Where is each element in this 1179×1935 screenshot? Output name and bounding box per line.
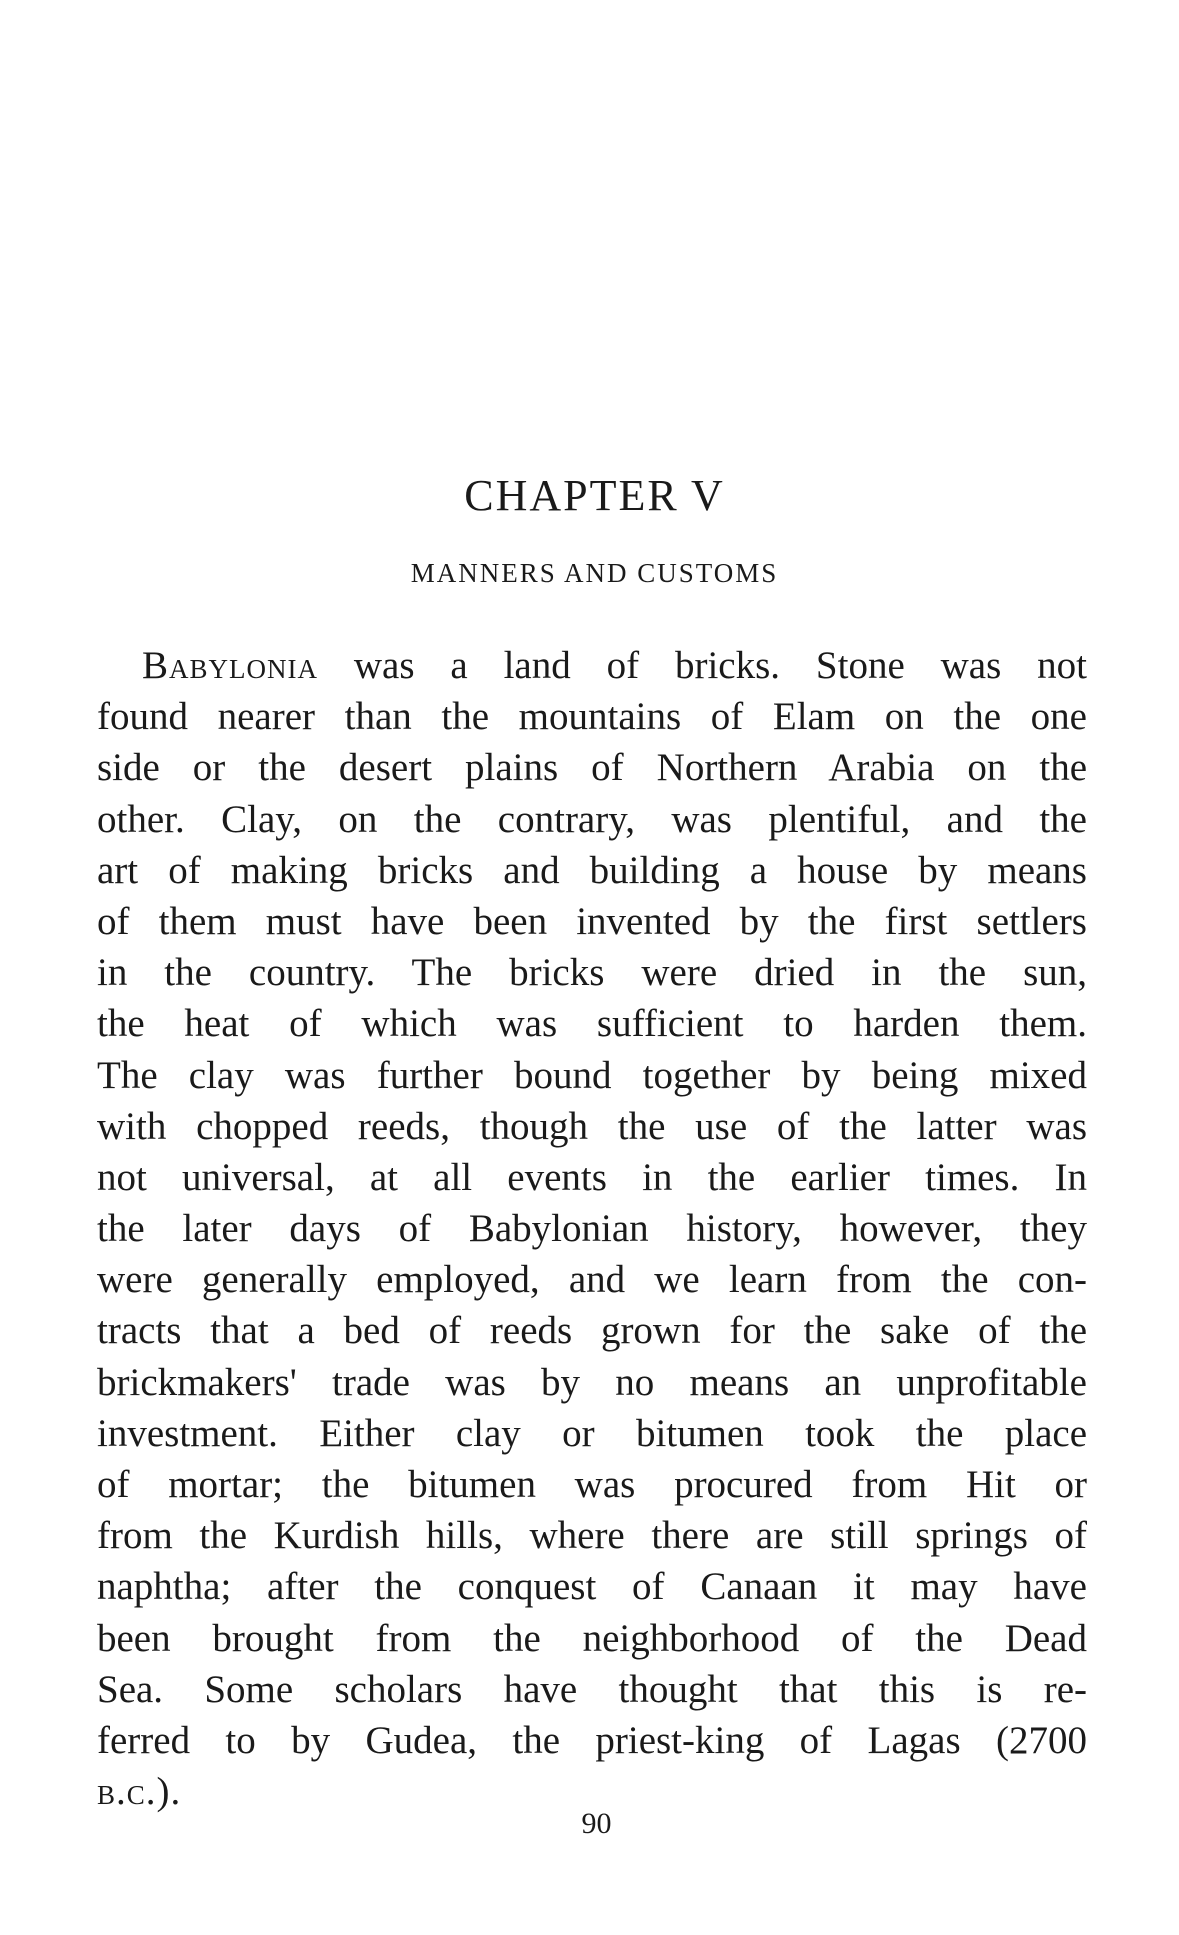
paragraph-line: Sea. Some scholars have thought that this is re-	[97, 1667, 1087, 1711]
paragraph-line: brickmakers' trade was by no means an unprofitable	[97, 1360, 1087, 1404]
paragraph-line: were generally employed, and we learn from the con-	[97, 1258, 1087, 1302]
paragraph-line: from the Kurdish hills, where there are still springs of	[97, 1514, 1087, 1558]
chapter-title: CHAPTER V	[464, 471, 725, 520]
paragraph-line: investment. Either clay or bitumen took the place	[97, 1411, 1087, 1455]
paragraph-line: art of making bricks and building a house by means	[97, 848, 1087, 892]
paragraph-line: ferred to by Gudea, the priest-king of Lagas (2700	[97, 1718, 1087, 1762]
paragraph-line-1	[97, 640, 1087, 691]
body-paragraph	[97, 640, 1087, 1817]
lead-word: Babylonia	[142, 644, 318, 687]
paragraph-line: other. Clay, on the contrary, was plentiful, and the	[97, 797, 1087, 841]
paragraph-line: of them must have been invented by the first settlers	[97, 899, 1087, 943]
paragraph-line: naphtha; after the conquest of Canaan it may have	[97, 1565, 1087, 1609]
paragraph-line: tracts that a bed of reeds grown for the sake of the	[97, 1309, 1087, 1353]
paragraph-line: the heat of which was sufficient to harden them.	[97, 1002, 1087, 1046]
paragraph-line: not universal, at all events in the earlier times. In	[97, 1155, 1087, 1199]
page-number: 90	[581, 1807, 612, 1840]
paragraph-line: The clay was further bound together by being mixed	[97, 1053, 1087, 1097]
paragraph-line: with chopped reeds, though the use of the latter was	[97, 1104, 1087, 1148]
paragraph-line: of mortar; the bitumen was procured from Hit or	[97, 1463, 1087, 1506]
paragraph-last-line: b.c.).	[97, 1770, 182, 1814]
paragraph-line: been brought from the neighborhood of the Dead	[97, 1616, 1087, 1660]
paragraph-line: the later days of Babylonian history, however, they	[97, 1207, 1087, 1251]
paragraph-line: in the country. The bricks were dried in the sun,	[97, 951, 1087, 995]
paragraph-line: side or the desert plains of Northern Arabia on the	[97, 746, 1087, 790]
chapter-subtitle: MANNERS AND CUSTOMS	[410, 558, 779, 588]
paragraph-line: found nearer than the mountains of Elam on the one	[97, 695, 1087, 739]
line-1-text: was a land of bricks. Stone was not	[318, 644, 1087, 687]
